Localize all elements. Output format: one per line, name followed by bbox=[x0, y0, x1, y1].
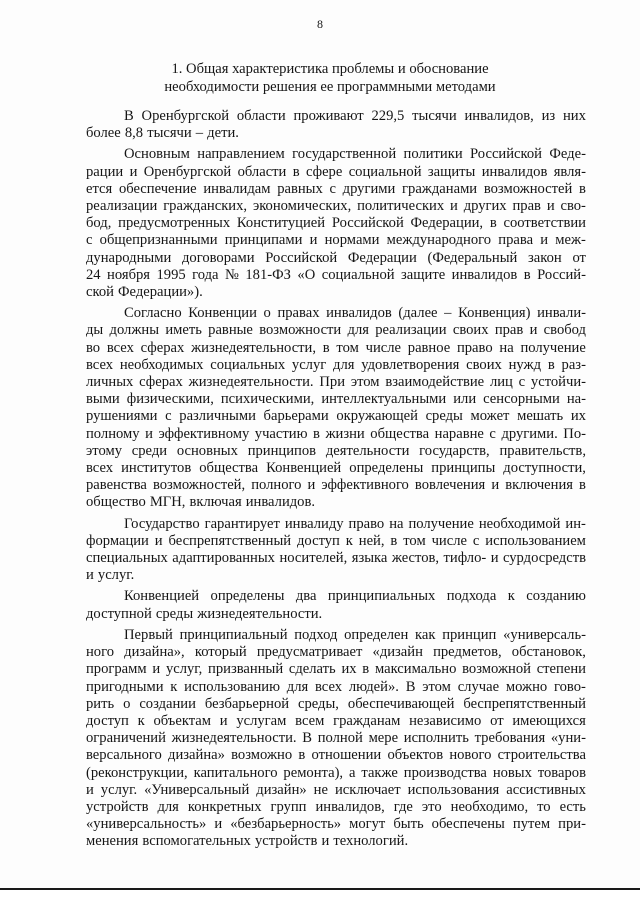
paragraph-line: Государство гарантирует инвалиду право на получение необходимой ин- bbox=[124, 515, 586, 532]
paragraph-line: ограничений жизнедеятельности. В полной мере исполнить требования «уни- bbox=[86, 730, 586, 747]
paragraph-line: доступ к объектам и услугам всем гражданам независимо от имеющихся bbox=[86, 712, 586, 729]
paragraph-line: рушениями с различными барьерами окружающей среды может мешать их bbox=[86, 408, 586, 425]
paragraph-line: Первый принципиальный подход определен как принцип «универсаль- bbox=[124, 626, 586, 643]
paragraph-line: рации и Оренбургской области в сфере социальной защиты инвалидов явля- bbox=[86, 163, 586, 180]
paragraph-line: устройств для конкретных групп инвалидов, где это необходимо, то есть bbox=[86, 798, 586, 815]
paragraph-line: доступной среды жизнедеятельности. bbox=[86, 605, 323, 622]
paragraph-line: формации и беспрепятственный доступ к ней, в том числе с использованием bbox=[86, 532, 586, 549]
paragraph-line: более 8,8 тысячи – дети. bbox=[86, 125, 239, 142]
section-heading bbox=[60, 60, 600, 96]
paragraph bbox=[86, 146, 586, 301]
paragraph-line: Согласно Конвенции о правах инвалидов (далее – Конвенция) инвали- bbox=[124, 305, 586, 322]
paragraph-line: общество МГН, включая инвалидов. bbox=[86, 494, 316, 511]
paragraph-line: реализации гражданских, экономических, политических и других прав и сво- bbox=[86, 198, 586, 215]
paragraph-line: выми физическими, психическими, интеллектуальными или сенсорными на- bbox=[86, 391, 586, 408]
paragraph bbox=[86, 588, 586, 622]
paragraph-line: ется обеспечение инвалидам равных с другими гражданами возможностей в bbox=[86, 180, 586, 197]
paragraph-line: во всех сферах жизнедеятельности, в том числе равное право на получение bbox=[86, 339, 586, 356]
paragraph-line: и услуг. «Универсальный дизайн» не исключает использования ассистивных bbox=[86, 781, 586, 798]
paragraph-line: полному и эффективному участию в жизни общества наравне с другими. По- bbox=[86, 425, 586, 442]
paragraph-line: менения вспомогательных устройств и технологий. bbox=[86, 833, 409, 850]
paragraph-line: специальных адаптированных носителей, языка жестов, тифло- и сурдосредств bbox=[86, 550, 586, 567]
paragraph bbox=[86, 108, 586, 142]
paragraph bbox=[86, 627, 586, 851]
paragraph-line: В Оренбургской области проживают 229,5 тысячи инвалидов, из них bbox=[124, 108, 586, 124]
scan-bottom-margin bbox=[0, 890, 640, 905]
paragraph-line: дународными договорами Российской Федерации (Федеральный закон от bbox=[86, 249, 586, 266]
page-number: 8 bbox=[317, 17, 323, 31]
paragraph-line: и услуг. bbox=[86, 567, 135, 584]
paragraph-line: равенства возможностей, полного и эффективного вовлечения и включения в bbox=[86, 477, 586, 494]
paragraph-line: программ и услуг, призванный сделать их в максимально возможной степени bbox=[86, 661, 586, 678]
paragraph-line: ды должны иметь равные возможности для реализации своих прав и свобод bbox=[86, 322, 586, 339]
document-body bbox=[86, 108, 586, 855]
paragraph-line: Основным направлением государственной политики Российской Феде- bbox=[124, 146, 586, 163]
paragraph bbox=[86, 516, 586, 585]
paragraph-line: рить о создании безбарьерной среды, обеспечивающей беспрепятственный bbox=[86, 695, 586, 712]
paragraph-line: с общепризнанными принципами и нормами международного права и меж- bbox=[86, 232, 586, 249]
paragraph-line: личных сферах жизнедеятельности. При этом взаимодействие лиц с устойчи- bbox=[86, 374, 586, 391]
paragraph-line: этому среди основных принципов деятельности государств, правительств, bbox=[86, 442, 586, 459]
section-heading-line-2: необходимости решения ее программными методами bbox=[164, 79, 496, 95]
paragraph-line: ного дизайна», который предусматривает «дизайн предметов, обстановок, bbox=[86, 644, 586, 661]
paragraph-line: пригодными к использованию для всех людей». В этом случае можно гово- bbox=[86, 678, 586, 695]
paragraph-line: ской Федерации»). bbox=[86, 284, 203, 301]
paragraph-line: 24 ноября 1995 года № 181-ФЗ «О социальной защите инвалидов в Россий- bbox=[86, 266, 586, 283]
paragraph bbox=[86, 305, 586, 511]
paragraph-line: «универсальность» и «безбарьерность» могут быть обеспечены путем при- bbox=[86, 816, 586, 833]
section-heading-line-1: 1. Общая характеристика проблемы и обоснование bbox=[171, 61, 489, 77]
paragraph-line: бод, предусмотренных Конституцией Российской Федерации, в соответствии bbox=[86, 215, 586, 232]
paragraph-line: всех необходимых социальных услуг для удовлетворения своих нужд в раз- bbox=[86, 356, 586, 373]
paragraph-line: версального дизайна» возможно в отношении объектов нового строительства bbox=[86, 747, 586, 764]
paragraph-line: Конвенцией определены два принципиальных подхода к созданию bbox=[124, 588, 586, 605]
paragraph-line: всех институтов общества Конвенцией определены принципы доступности, bbox=[86, 460, 586, 477]
paragraph-line: (реконструкции, капитального ремонта), а также производства новых товаров bbox=[86, 764, 586, 781]
